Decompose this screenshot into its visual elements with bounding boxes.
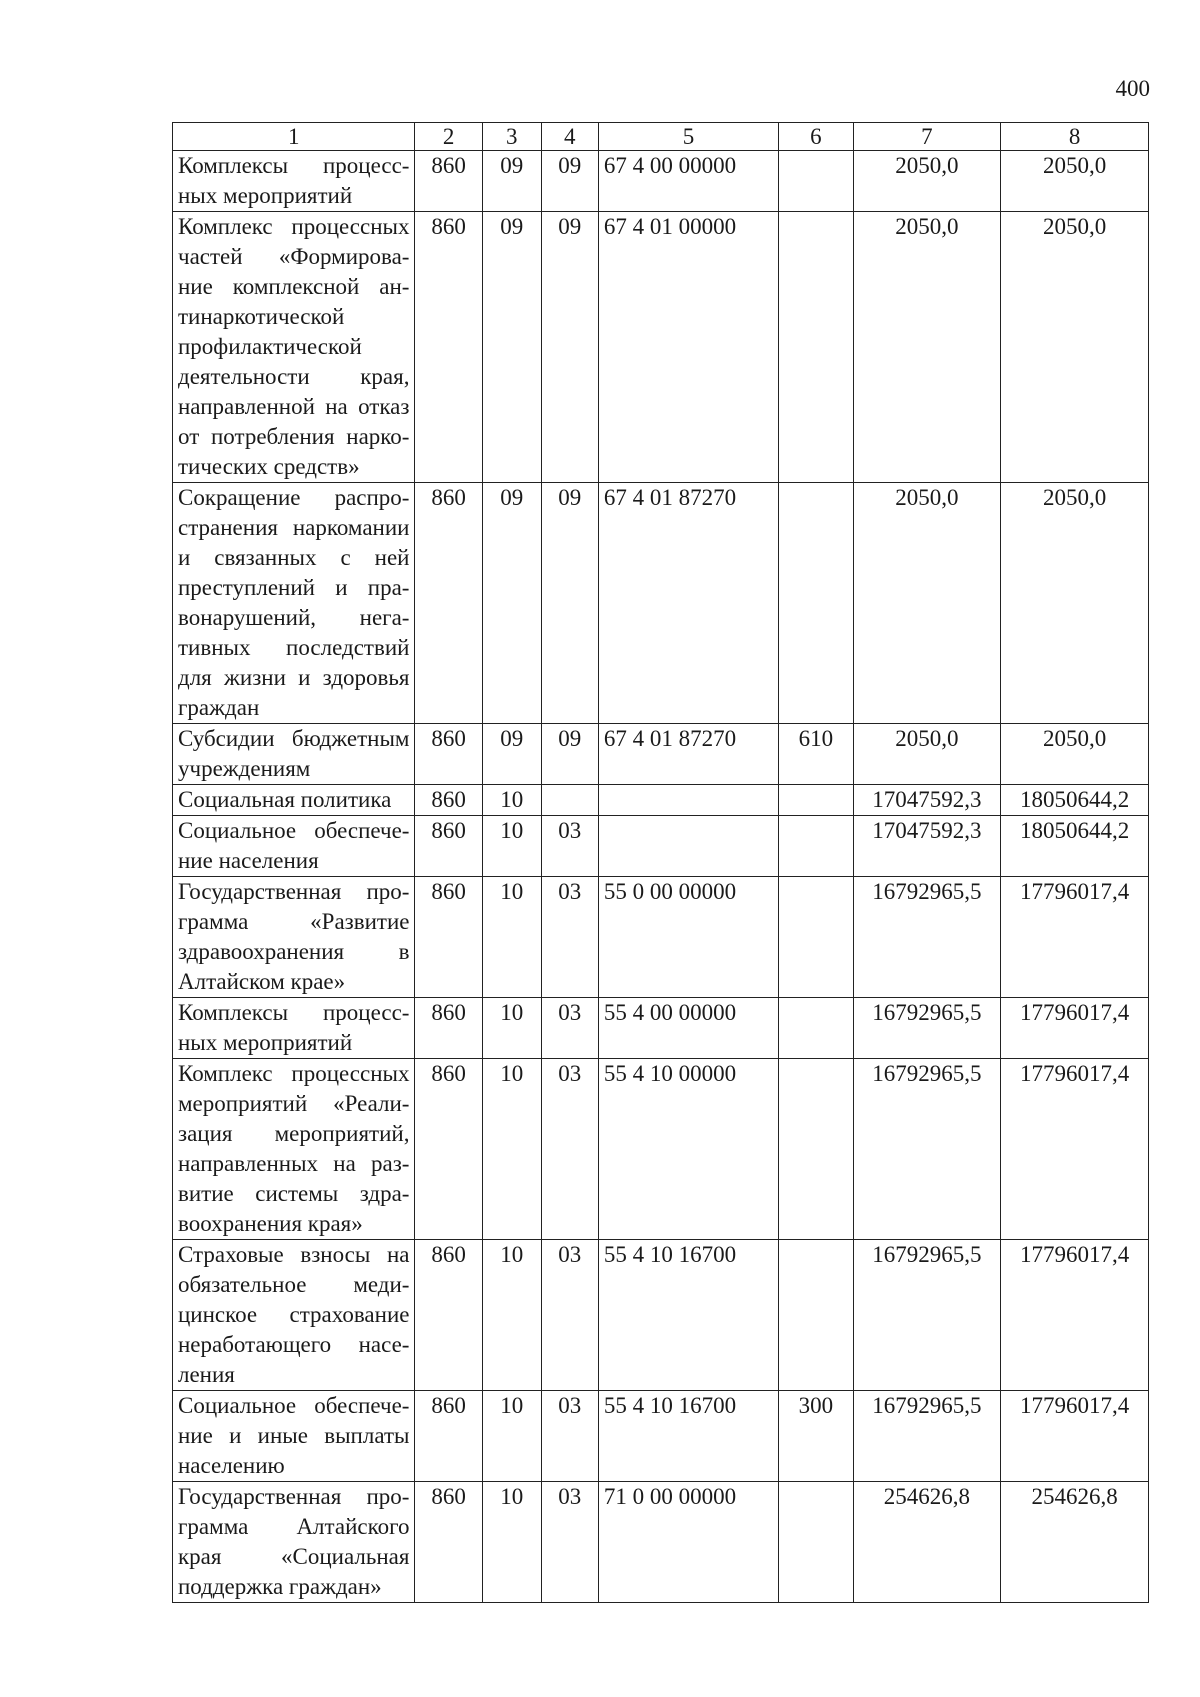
cell-col5: 55 4 10 00000 (598, 1059, 778, 1240)
cell-col4: 09 (541, 483, 598, 724)
cell-col3: 10 (482, 1391, 541, 1482)
table-row (173, 1240, 1149, 1391)
cell-col6: 300 (779, 1391, 853, 1482)
row-name-cell: Государственная про-грамма Алтайского края «Социальная поддержка граждан» (173, 1482, 415, 1603)
cell-col8: 18050644,2 (1001, 816, 1149, 877)
table-row (173, 1482, 1149, 1603)
cell-col3: 09 (482, 151, 541, 212)
row-name-cell: Социальная политика (173, 785, 415, 816)
table-row (173, 1391, 1149, 1482)
row-name-cell: Комплексы процесс-ных мероприятий (173, 151, 415, 212)
cell-col2: 860 (415, 724, 482, 785)
row-name-cell: Страховые взносы на обязательное меди-цинское страхование неработающего насе-ления (173, 1240, 415, 1391)
cell-col2: 860 (415, 151, 482, 212)
header-cell: 4 (541, 123, 598, 151)
cell-col8: 18050644,2 (1001, 785, 1149, 816)
cell-col7: 16792965,5 (853, 877, 1001, 998)
table-row (173, 212, 1149, 483)
cell-col7: 254626,8 (853, 1482, 1001, 1603)
cell-col6 (779, 1240, 853, 1391)
cell-col5: 55 0 00 00000 (598, 877, 778, 998)
cell-col2: 860 (415, 1059, 482, 1240)
cell-col7: 16792965,5 (853, 1391, 1001, 1482)
cell-col2: 860 (415, 1482, 482, 1603)
cell-col4: 03 (541, 1391, 598, 1482)
cell-col3: 10 (482, 1059, 541, 1240)
budget-table (172, 122, 1149, 1603)
cell-col2: 860 (415, 998, 482, 1059)
cell-col3: 10 (482, 1240, 541, 1391)
cell-col6 (779, 483, 853, 724)
cell-col6 (779, 998, 853, 1059)
cell-col3: 10 (482, 1482, 541, 1603)
cell-col2: 860 (415, 1240, 482, 1391)
cell-col8: 2050,0 (1001, 151, 1149, 212)
cell-col3: 09 (482, 483, 541, 724)
cell-col6 (779, 1059, 853, 1240)
cell-col3: 10 (482, 816, 541, 877)
cell-col2: 860 (415, 877, 482, 998)
cell-col8: 254626,8 (1001, 1482, 1149, 1603)
row-name-cell: Социальное обеспече-ние населения (173, 816, 415, 877)
cell-col4: 03 (541, 1240, 598, 1391)
header-cell: 1 (173, 123, 415, 151)
cell-col5: 71 0 00 00000 (598, 1482, 778, 1603)
header-row (173, 123, 1149, 151)
cell-col3: 09 (482, 724, 541, 785)
table-row (173, 877, 1149, 998)
cell-col3: 10 (482, 785, 541, 816)
row-name-cell: Социальное обеспече-ние и иные выплаты населению (173, 1391, 415, 1482)
cell-col7: 2050,0 (853, 151, 1001, 212)
header-cell: 5 (598, 123, 778, 151)
cell-col7: 2050,0 (853, 483, 1001, 724)
cell-col4: 09 (541, 724, 598, 785)
cell-col3: 09 (482, 212, 541, 483)
row-name-cell: Сокращение распро-странения наркомании и связанных с ней преступлений и пра-вонарушений, нега-тивных последствий для жизни и здоровья граждан (173, 483, 415, 724)
cell-col6 (779, 785, 853, 816)
cell-col6 (779, 1482, 853, 1603)
cell-col6: 610 (779, 724, 853, 785)
row-name-cell: Государственная про-грамма «Развитие здравоохранения в Алтайском крае» (173, 877, 415, 998)
cell-col5 (598, 816, 778, 877)
header-cell: 3 (482, 123, 541, 151)
cell-col6 (779, 877, 853, 998)
row-name-cell: Комплексы процесс-ных мероприятий (173, 998, 415, 1059)
cell-col5: 67 4 01 87270 (598, 483, 778, 724)
cell-col7: 17047592,3 (853, 785, 1001, 816)
cell-col4 (541, 785, 598, 816)
table-row (173, 785, 1149, 816)
table-row (173, 151, 1149, 212)
table-row (173, 816, 1149, 877)
page-number: 400 (1115, 76, 1150, 101)
table-row (173, 998, 1149, 1059)
cell-col4: 03 (541, 877, 598, 998)
cell-col8: 2050,0 (1001, 212, 1149, 483)
cell-col3: 10 (482, 998, 541, 1059)
cell-col4: 09 (541, 151, 598, 212)
cell-col8: 2050,0 (1001, 483, 1149, 724)
cell-col3: 10 (482, 877, 541, 998)
cell-col8: 17796017,4 (1001, 1240, 1149, 1391)
cell-col2: 860 (415, 1391, 482, 1482)
cell-col2: 860 (415, 212, 482, 483)
table-body (173, 151, 1149, 1603)
cell-col5: 55 4 00 00000 (598, 998, 778, 1059)
header-cell: 8 (1001, 123, 1149, 151)
cell-col4: 03 (541, 816, 598, 877)
header-cell: 6 (779, 123, 853, 151)
cell-col5: 67 4 01 00000 (598, 212, 778, 483)
cell-col5 (598, 785, 778, 816)
header-cell: 2 (415, 123, 482, 151)
cell-col4: 09 (541, 212, 598, 483)
cell-col2: 860 (415, 785, 482, 816)
cell-col6 (779, 151, 853, 212)
cell-col7: 16792965,5 (853, 998, 1001, 1059)
cell-col8: 2050,0 (1001, 724, 1149, 785)
cell-col6 (779, 212, 853, 483)
cell-col7: 17047592,3 (853, 816, 1001, 877)
header-cell: 7 (853, 123, 1001, 151)
table-row (173, 724, 1149, 785)
cell-col7: 2050,0 (853, 724, 1001, 785)
table-row (173, 483, 1149, 724)
cell-col5: 55 4 10 16700 (598, 1240, 778, 1391)
cell-col4: 03 (541, 1482, 598, 1603)
cell-col4: 03 (541, 1059, 598, 1240)
row-name-cell: Субсидии бюджетным учреждениям (173, 724, 415, 785)
row-name-cell: Комплекс процессных частей «Формирова-ние комплексной ан-тинаркотической профилактической деятельности края, направленной на отказ от потребления нарко-тических средств» (173, 212, 415, 483)
cell-col5: 67 4 00 00000 (598, 151, 778, 212)
cell-col4: 03 (541, 998, 598, 1059)
cell-col7: 2050,0 (853, 212, 1001, 483)
cell-col8: 17796017,4 (1001, 1391, 1149, 1482)
cell-col7: 16792965,5 (853, 1240, 1001, 1391)
cell-col5: 67 4 01 87270 (598, 724, 778, 785)
table-row (173, 1059, 1149, 1240)
cell-col6 (779, 816, 853, 877)
cell-col5: 55 4 10 16700 (598, 1391, 778, 1482)
cell-col2: 860 (415, 483, 482, 724)
cell-col2: 860 (415, 816, 482, 877)
cell-col8: 17796017,4 (1001, 877, 1149, 998)
cell-col8: 17796017,4 (1001, 1059, 1149, 1240)
cell-col8: 17796017,4 (1001, 998, 1149, 1059)
row-name-cell: Комплекс процессных мероприятий «Реали-зация мероприятий, направленных на раз-витие системы здра-воохранения края» (173, 1059, 415, 1240)
cell-col7: 16792965,5 (853, 1059, 1001, 1240)
